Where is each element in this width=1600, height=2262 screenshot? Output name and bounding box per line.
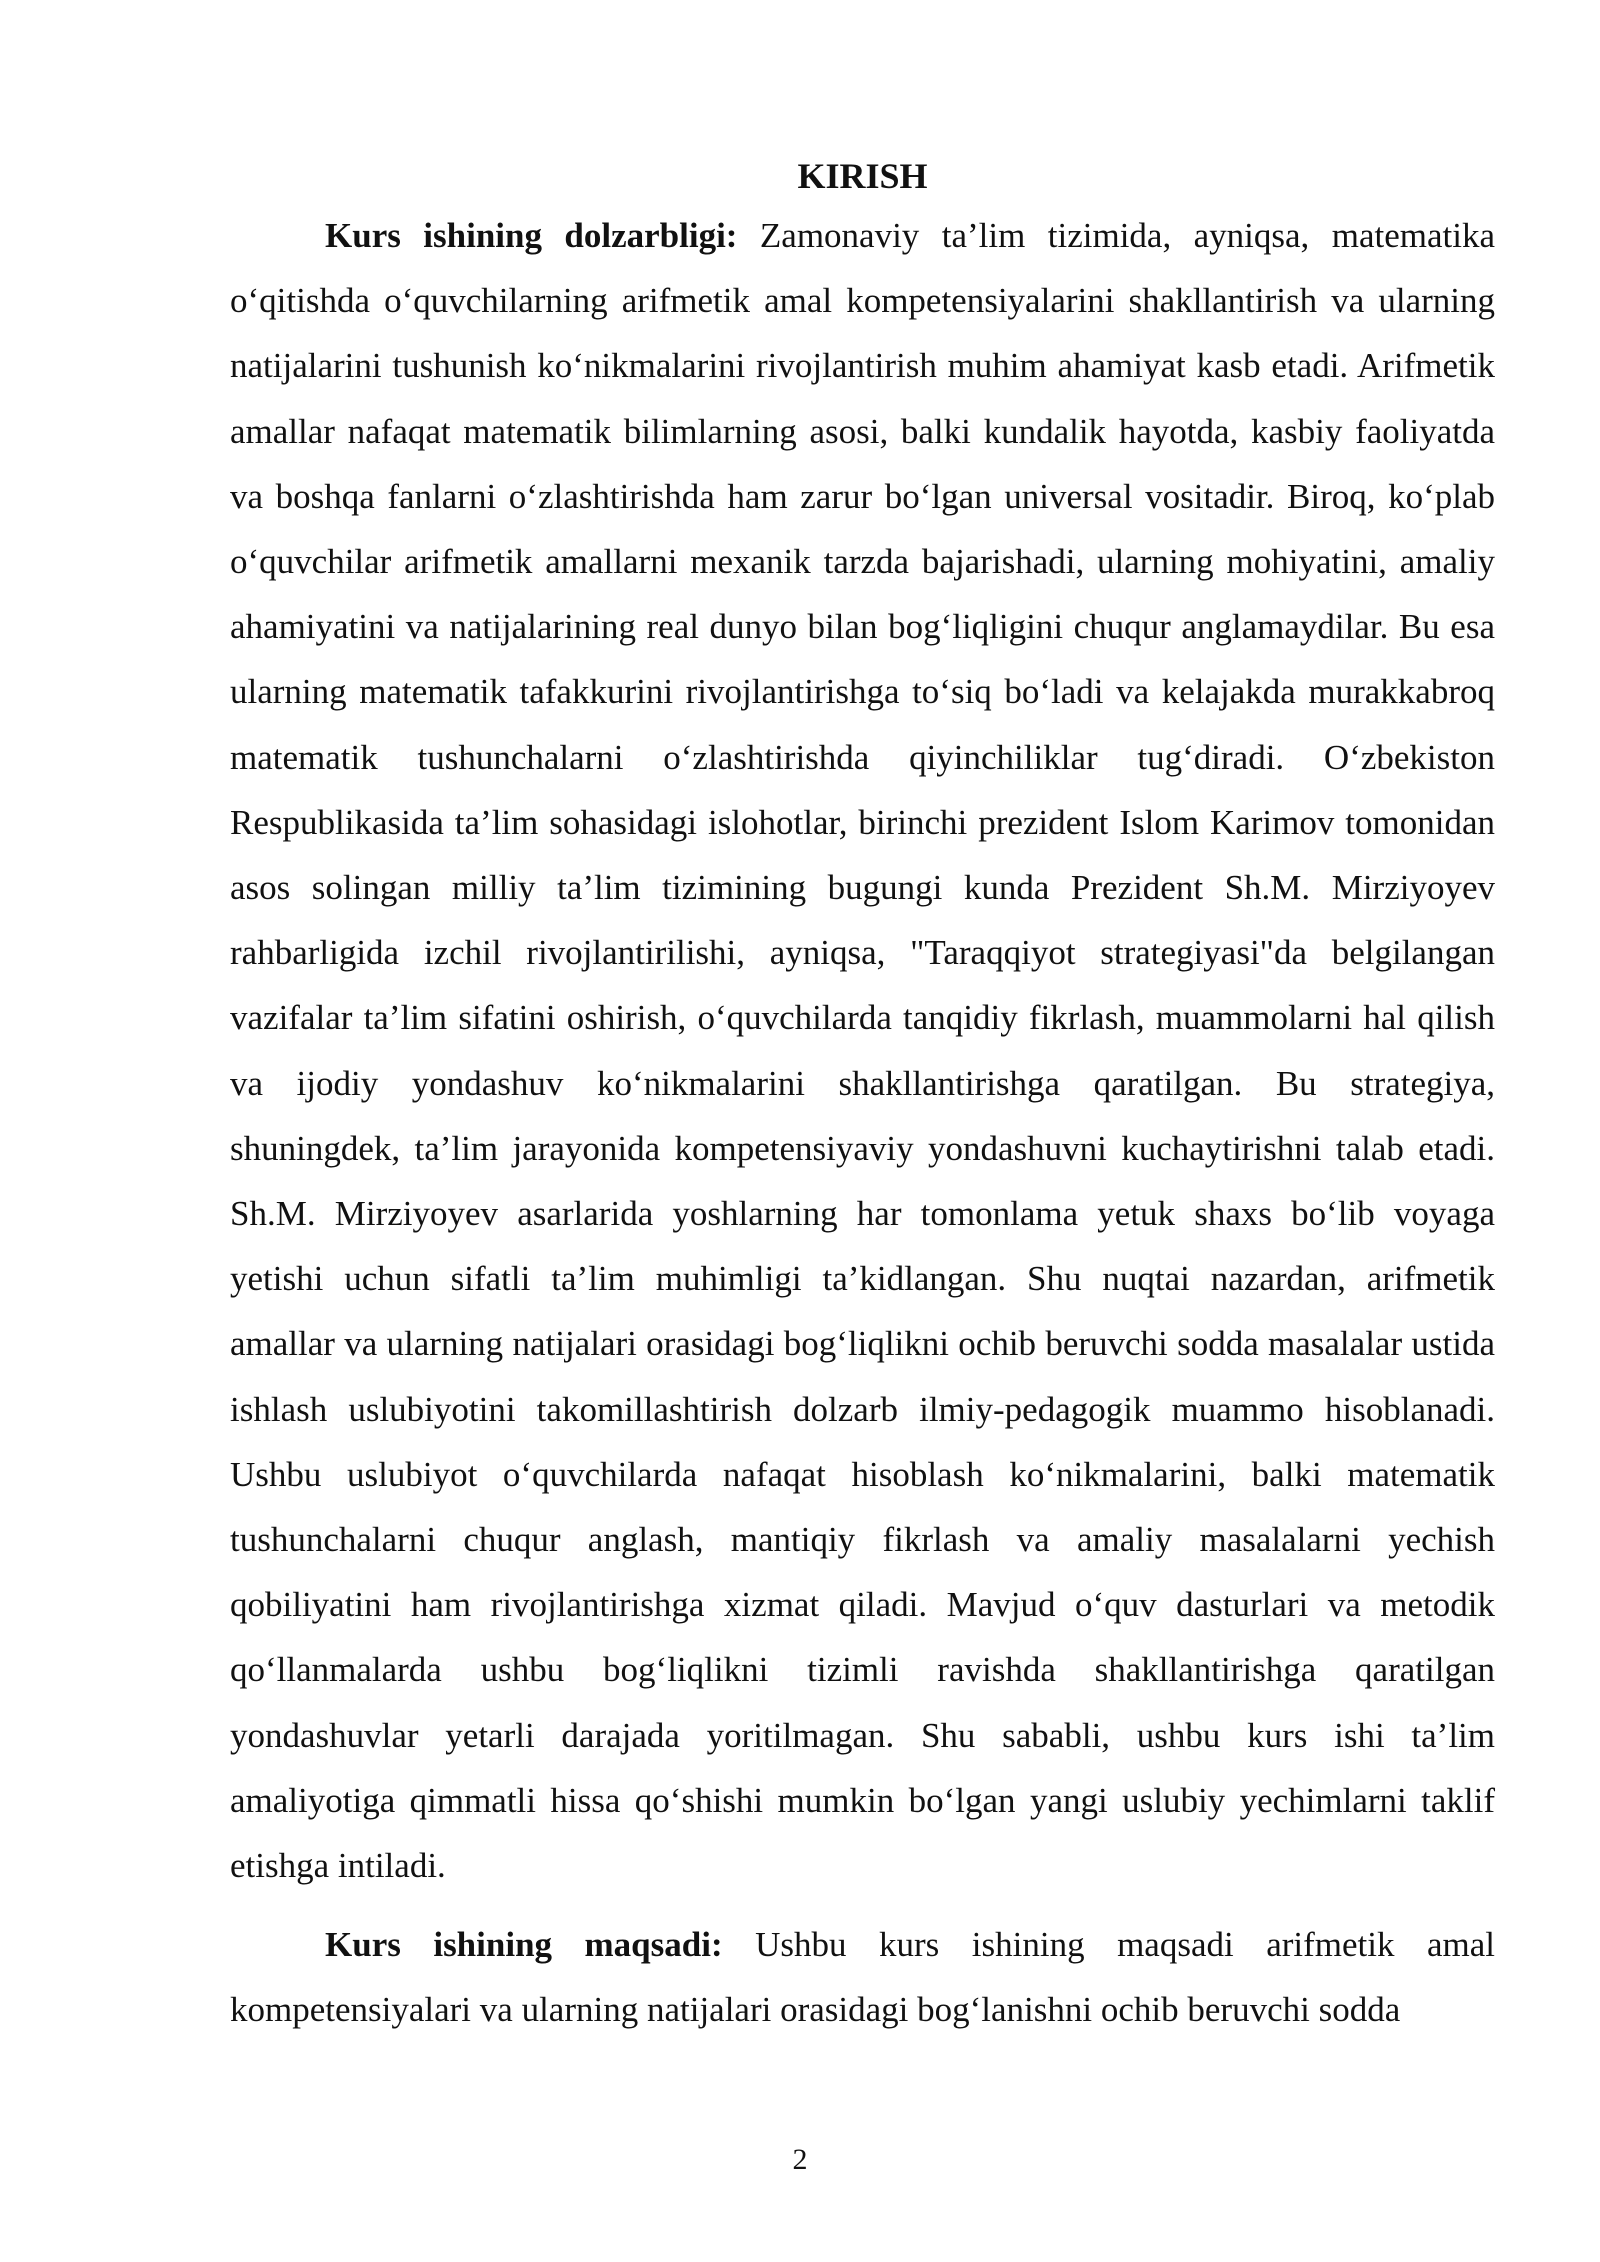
- paragraph-relevance: [230, 203, 1495, 1898]
- paragraph-body-goal: Ushbu kurs ishining maqsadi arifmetik amal kompetensiyalari va ularning natijalari orasidagi bog‘lanishni ochib beruvchi sodda: [230, 1925, 1495, 2030]
- page-number: 2: [792, 2143, 808, 2176]
- paragraph-lead-relevance: Kurs ishining dolzarbligi:: [325, 216, 738, 255]
- paragraph-body-relevance: Zamonaviy ta’lim tizimida, ayniqsa, matematika o‘qitishda o‘quvchilarning arifmetik amal kompetensiyalarini shakllantirish va ularning natijalarini tushunish ko‘nikmalarini rivojlantirish muhim ahamiyat kasb etadi. Arifmetik amallar nafaqat matematik bilimlarning asosi, balki kundalik hayotda, kasbiy faoliyatda va boshqa fanlarni o‘zlashtirishda ham zarur bo‘lgan universal vositadir. Biroq, ko‘plab o‘quvchilar arifmetik amallarni mexanik tarzda bajarishadi, ularning mohiyatini, amaliy ahamiyatini va natijalarining real dunyo bilan bog‘liqligini chuqur anglamaydilar. Bu esa ularning matematik tafakkurini rivojlantirishga to‘siq bo‘ladi va kelajakda murakkabroq matematik tushunchalarni o‘zlashtirishda qiyinchiliklar tug‘diradi. O‘zbekiston Respublikasida ta’lim sohasidagi islohotlar, birinchi prezident Islom Karimov tomonidan asos solingan milliy ta’lim tizimining bugungi kunda Prezident Sh.M. Mirziyoyev rahbarligida izchil rivojlantirilishi, ayniqsa, "Taraqqiyot strategiyasi"da belgilangan vazifalar ta’lim sifatini oshirish, o‘quvchilarda tanqidiy fikrlash, muammolarni hal qilish va ijodiy yondashuv ko‘nikmalarini shakllantirishga qaratilgan. Bu strategiya, shuningdek, ta’lim jarayonida kompetensiyaviy yondashuvni kuchaytirishni talab etadi. Sh.M. Mirziyoyev asarlarida yoshlarning har tomonlama yetuk shaxs bo‘lib voyaga yetishi uchun sifatli ta’lim muhimligi ta’kidlangan. Shu nuqtai nazardan, arifmetik amallar va ularning natijalari orasidagi bog‘liqlikni ochib beruvchi sodda masalalar ustida ishlash uslubiyotini takomillashtirish dolzarb ilmiy-pedagogik muammo hisoblanadi. Ushbu uslubiyot o‘quvchilarda nafaqat hisoblash ko‘nikmalarini, balki matematik tushunchalarni chuqur anglash, mantiqiy fikrlash va amaliy masalalarni yechish qobiliyatini ham rivojlantirishga xizmat qiladi. Mavjud o‘quv dasturlari va metodik qo‘llanmalarda ushbu bog‘liqlikni tizimli ravishda shakllantirishga qaratilgan yondashuvlar yetarli darajada yoritilmagan. Shu sababli, ushbu kurs ishi ta’lim amaliyotiga qimmatli hissa qo‘shishi mumkin bo‘lgan yangi uslubiy yechimlarni taklif etishga intiladi.: [230, 216, 1495, 1886]
- document-page: [230, 152, 1495, 2043]
- paragraph-lead-goal: Kurs ishining maqsadi:: [325, 1925, 723, 1965]
- section-heading: KIRISH: [797, 156, 928, 196]
- paragraph-goal: [230, 1912, 1495, 2042]
